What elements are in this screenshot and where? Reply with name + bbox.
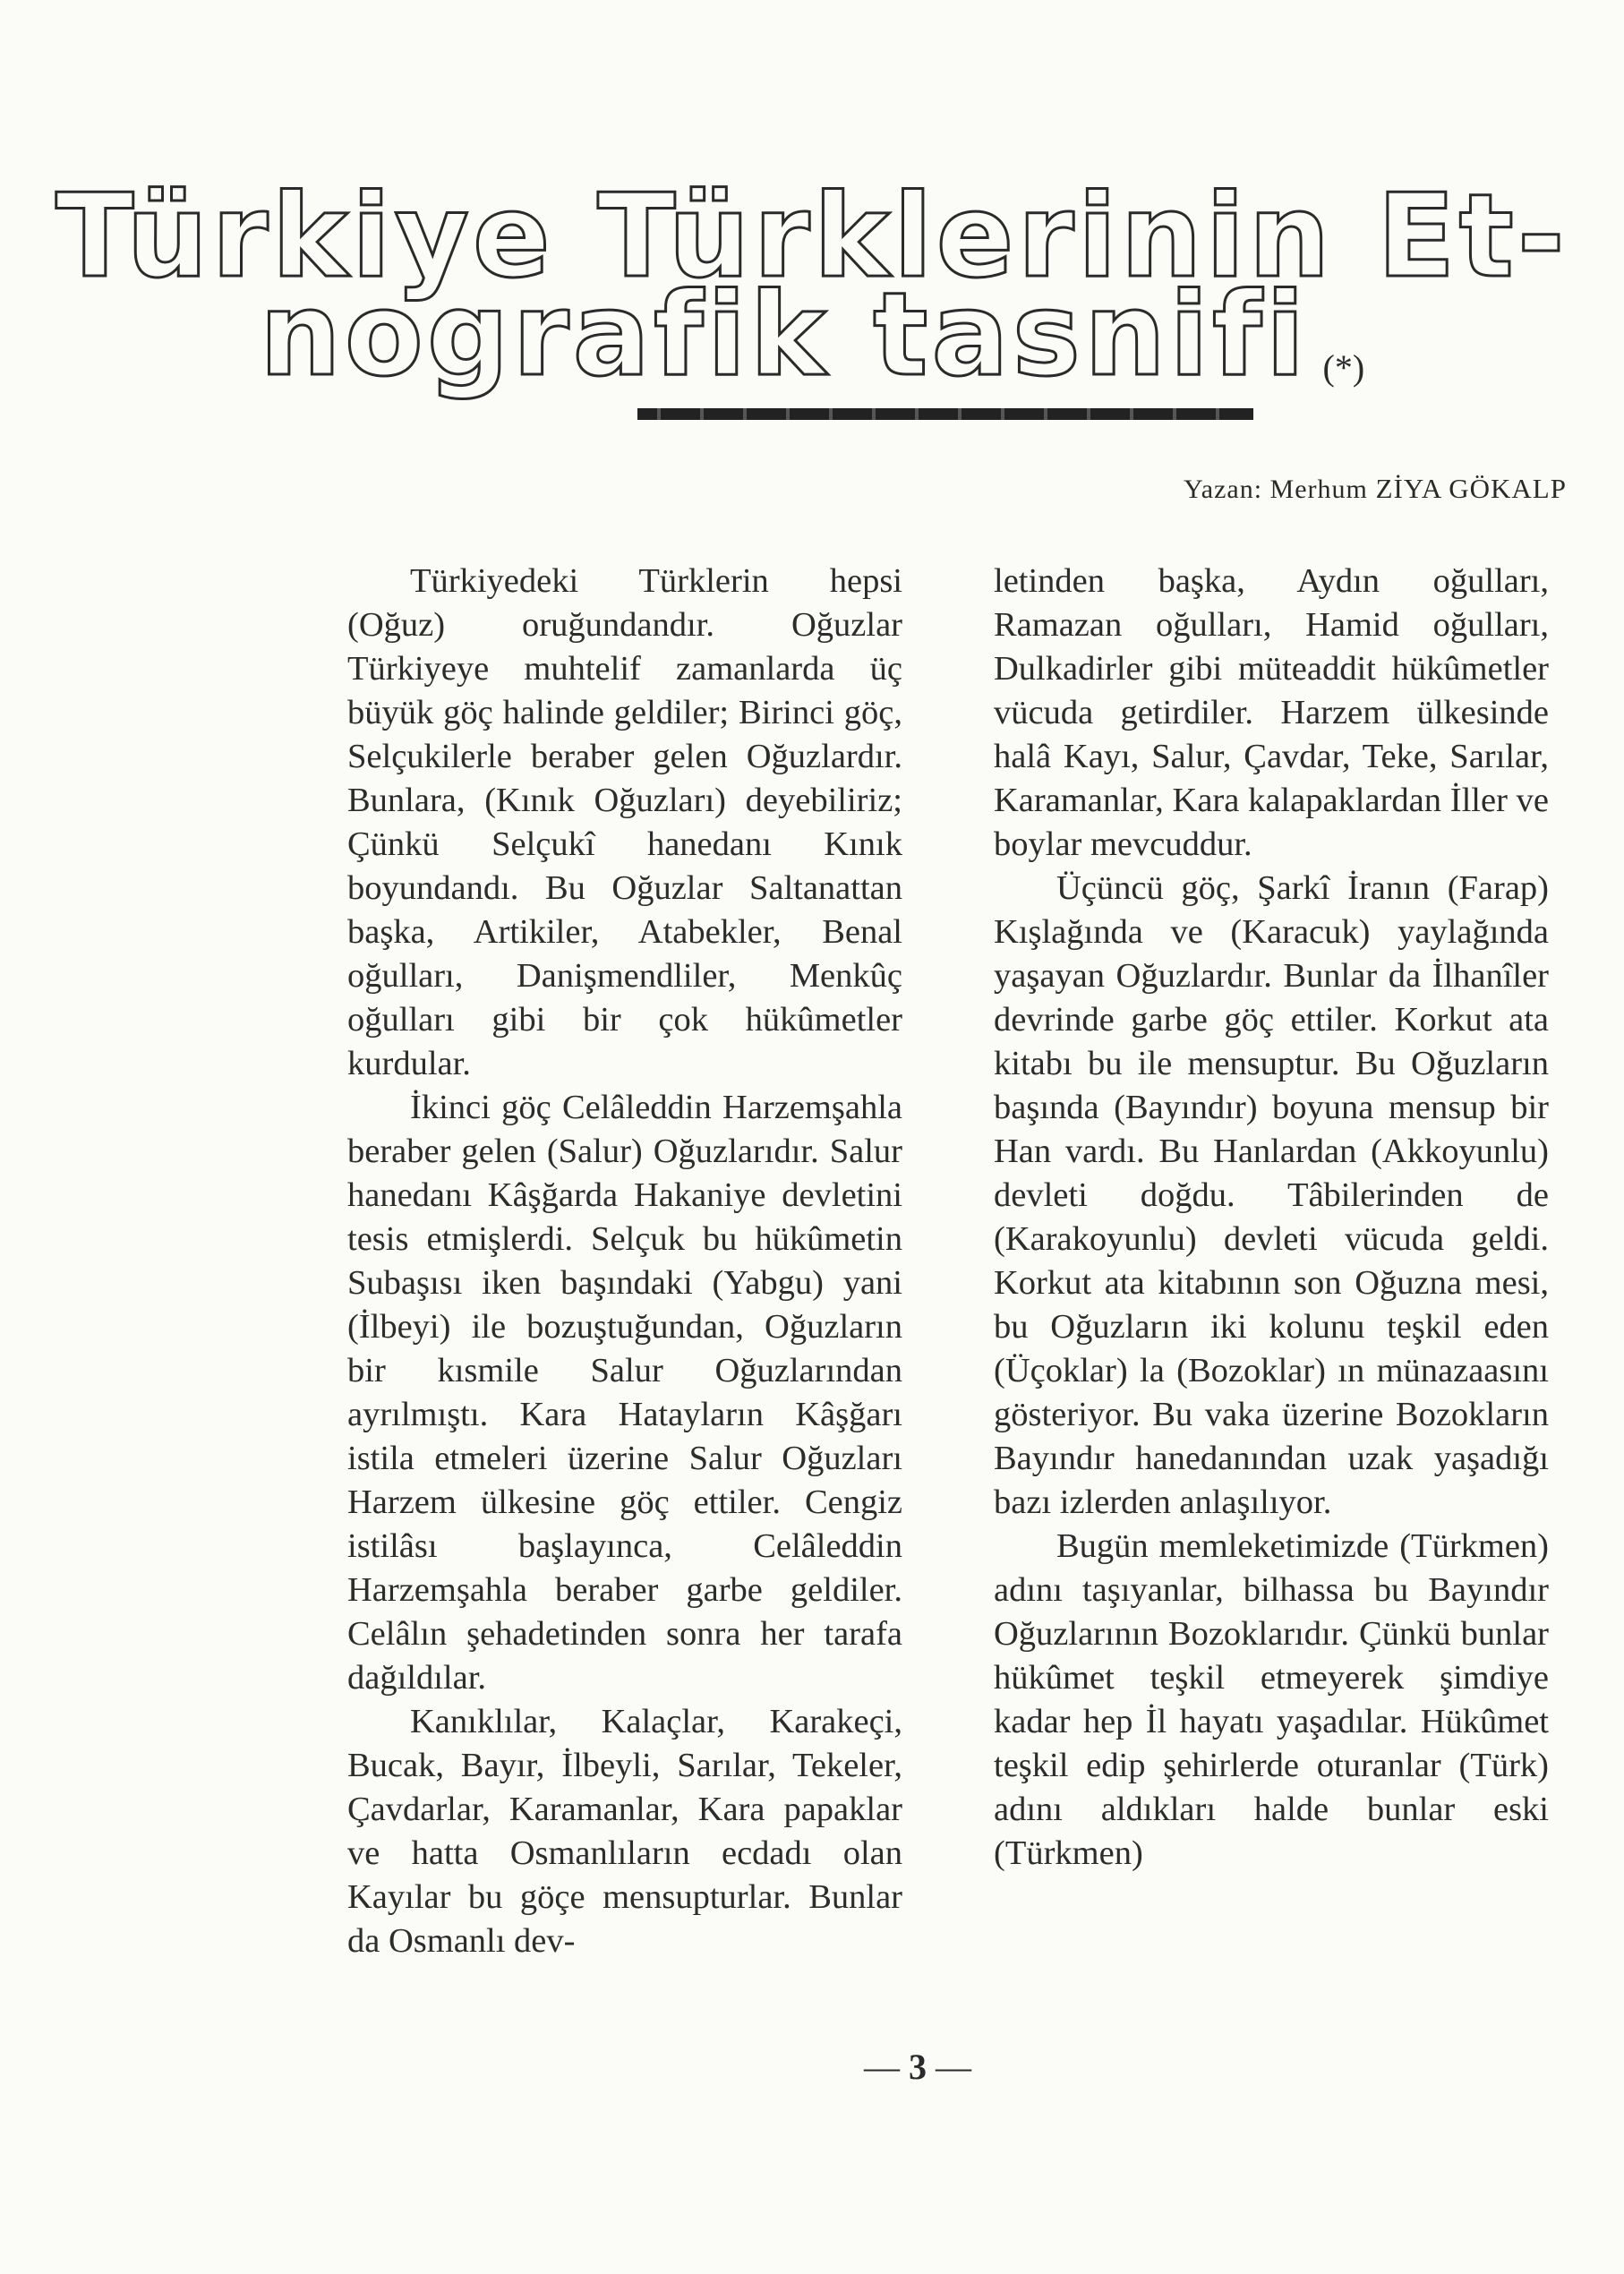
author-name: ZİYA GÖKALP [1375, 473, 1567, 504]
page-number [0, 2046, 1624, 2088]
page-number-dash-right: — [936, 2047, 971, 2087]
right-continuation-paragraph: letinden başka, Aydın oğulları, Ramazan oğulları, Hamid oğulları, Dulkadirler gibi müteaddit hükûmetler vücuda getirdiler. Harzem ülkesinde halâ Kayı, Salur, Çavdar, Teke, Sarılar, Karamanlar, Kara kalapaklardan İller ve boylar mevcuddur. [994, 562, 1549, 863]
right-paragraph-1: Üçüncü göç, Şarkî İranın (Farap) Kışlağında ve (Karacuk) yaylağında yaşayan Oğuzlardır. Bunlar da İlhanîler devrinde garbe göç ettiler. Korkut ata kitabı bu ile mensuptur. Bu Oğuzların başında (Bayındır) boyuna mensup bir Han vardı. Bu Hanlardan (Akkoyunlu) devleti doğdu. Tâbilerinden de (Karakoyunlu) devleti vücuda geldi. Korkut ata kitabının son Oğuzna mesi, bu Oğuzların iki kolunu teşkil eden (Üçoklar) la (Bozoklar) ın münazaasını gösteriyor. Bu vaka üzerine Bozokların Bayındır hanedanından uzak yaşadığı bazı izlerden anlaşılıyor. [994, 869, 1549, 1521]
page-number-value: 3 [909, 2047, 927, 2087]
left-paragraph-1: Türkiyedeki Türklerin hepsi (Oğuz) oruğundandır. Oğuzlar Türkiyeye muhtelif zamanlarda üç büyük göç halinde geldiler; Birinci göç, Selçukilerle beraber gelen Oğuzlardır. Bunlara, (Kınık Oğuzları) deyebiliriz; Çünkü Selçukî hanedanı Kınık boyundandı. Bu Oğuzlar Saltanattan başka, Artikiler, Atabekler, Benal oğulları, Danişmendliler, Menkûç oğulları gibi bir çok hükûmetler kurdular. [347, 562, 902, 1082]
page-number-dash-left: — [864, 2047, 900, 2087]
left-paragraph-2: İkinci göç Celâleddin Harzemşahla beraber gelen (Salur) Oğuzlarıdır. Salur hanedanı Kâşğarda Hakaniye devletini tesis etmişlerdi. Selçuk bu hükûmetin Subaşısı iken başındaki (Yabgu) yani (İlbeyi) ile bozuştuğundan, Oğuzların bir kısmile Salur Oğuzlarından ayrılmıştı. Kara Hatayların Kâşğarı istila etmeleri üzerine Salur Oğuzları Harzem ülkesine göç ettiler. Cengiz istilâsı başlayınca, Celâleddin Harzemşahla beraber garbe geldiler. Celâlın şehadetinden sonra her tarafa dağıldılar. [347, 1089, 902, 1697]
right-paragraph-2: Bugün memleketimizde (Türkmen) adını taşıyanlar, bilhassa bu Bayındır Oğuzlarının Bozoklarıdır. Çünkü bunlar hükûmet teşkil etmeyerek şimdiye kadar hep İl hayatı yaşadılar. Hükûmet teşkil edip şehirlerde oturanlar (Türk) adını aldıkları halde bunlar eski (Türkmen) [994, 1527, 1549, 1872]
title-footnote-marker: (*) [1322, 347, 1365, 388]
right-text-column [994, 560, 1549, 1876]
author-byline [1056, 473, 1567, 505]
title-line-2-text: nografik tasnifi [259, 269, 1309, 402]
left-paragraph-3: Kanıklılar, Kalaçlar, Karakeçi, Bucak, Bayır, İlbeyli, Sarılar, Tekeler, Çavdarlar, Karamanlar, Kara papaklar ve hatta Osmanlıların ecdadı olan Kayılar bu göçe mensupturlar. Bunlar da Osmanlı dev- [347, 1703, 902, 1960]
author-prefix: Yazan: Merhum [1184, 474, 1368, 504]
article-title-line-2 [0, 269, 1624, 426]
left-text-column [347, 560, 902, 1963]
title-line-1-text: Türkiye Türklerinin Et- [56, 170, 1568, 303]
title-divider-rule [637, 408, 1253, 420]
